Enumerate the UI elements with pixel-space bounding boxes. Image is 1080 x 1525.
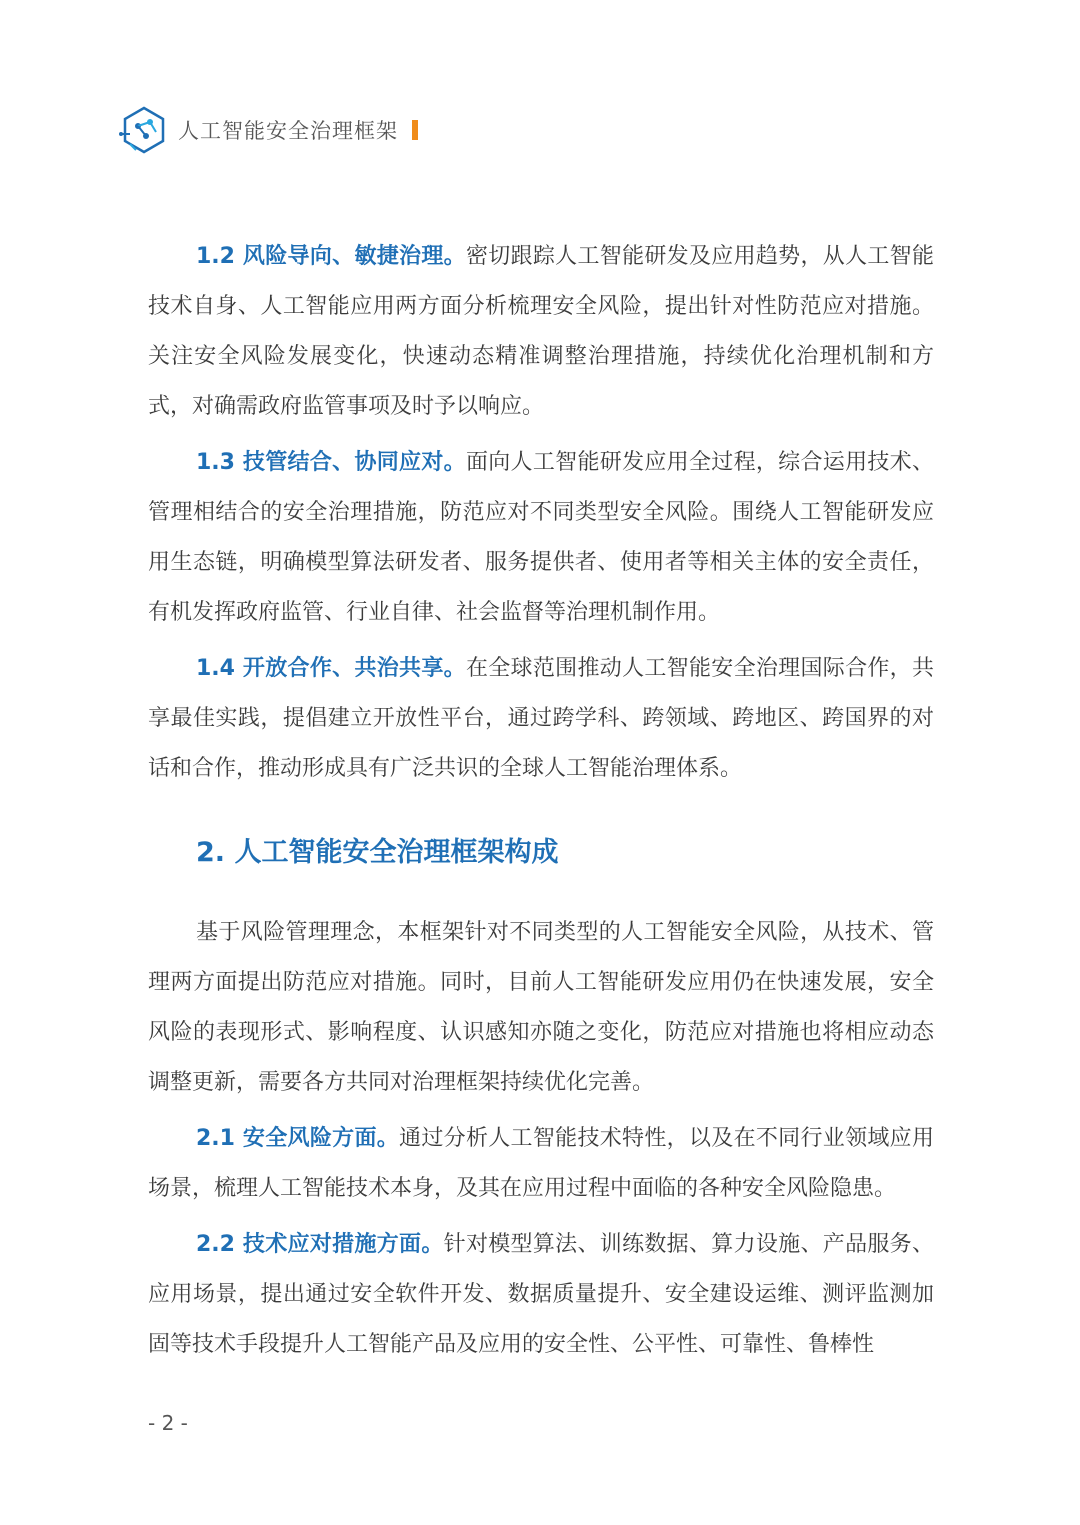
paragraph-heading: 1.3 技管结合、协同应对。	[196, 450, 466, 475]
item-text: 针对模型算法、训练数据、算力设施、产品服务、应用场景，提出通过安全软件开发、数据质量提升、安全建设运维、测评监测加固等技术手段提升人工智能产品及应用的安全性、公平性、可靠性、鲁棒性	[148, 1232, 934, 1357]
principle-paragraph	[148, 644, 934, 794]
paragraph-text: 密切跟踪人工智能研发及应用趋势，从人工智能技术自身、人工智能应用两方面分析梳理安全风险，提出针对性防范应对措施。关注安全风险发展变化，快速动态精准调整治理措施，持续优化治理机制和方式，对确需政府监管事项及时予以响应。	[148, 244, 934, 419]
principle-paragraph	[148, 438, 934, 638]
principle-paragraph	[148, 232, 934, 432]
page-header	[118, 100, 418, 160]
page-number: - 2 -	[148, 1411, 188, 1435]
paragraph-heading: 1.4 开放合作、共治共享。	[196, 656, 466, 681]
item-text: 通过分析人工智能技术特性，以及在不同行业领域应用场景，梳理人工智能技术本身，及其在应用过程中面临的各种安全风险隐患。	[148, 1126, 934, 1201]
section-item	[148, 1114, 934, 1214]
paragraph-text: 在全球范围推动人工智能安全治理国际合作，共享最佳实践，提倡建立开放性平台，通过跨学科、跨领域、跨地区、跨国界的对话和合作，推动形成具有广泛共识的全球人工智能治理体系。	[148, 656, 934, 781]
document-title: 人工智能安全治理框架	[178, 119, 398, 143]
section-title: 2. 人工智能安全治理框架构成	[196, 837, 559, 868]
section-item	[148, 1220, 934, 1370]
section-intro: 基于风险管理理念，本框架针对不同类型的人工智能安全风险，从技术、管理两方面提出防范应对措施。同时，目前人工智能研发应用仍在快速发展，安全风险的表现形式、影响程度、认识感知亦随之变化，防范应对措施也将相应动态调整更新，需要各方共同对治理框架持续优化完善。	[148, 920, 934, 1095]
ai-circuit-hexagon-icon	[118, 104, 170, 156]
paragraph-heading: 1.2 风险导向、敏捷治理。	[196, 244, 466, 269]
header-accent-bar	[412, 120, 418, 140]
paragraph-text: 面向人工智能研发应用全过程，综合运用技术、管理相结合的安全治理措施，防范应对不同类型安全风险。围绕人工智能研发应用生态链，明确模型算法研发者、服务提供者、使用者等相关主体的安全责任，有机发挥政府监管、行业自律、社会监督等治理机制作用。	[148, 450, 934, 625]
item-heading: 2.2 技术应对措施方面。	[196, 1232, 444, 1257]
page-content	[148, 232, 934, 1376]
item-heading: 2.1 安全风险方面。	[196, 1126, 400, 1151]
